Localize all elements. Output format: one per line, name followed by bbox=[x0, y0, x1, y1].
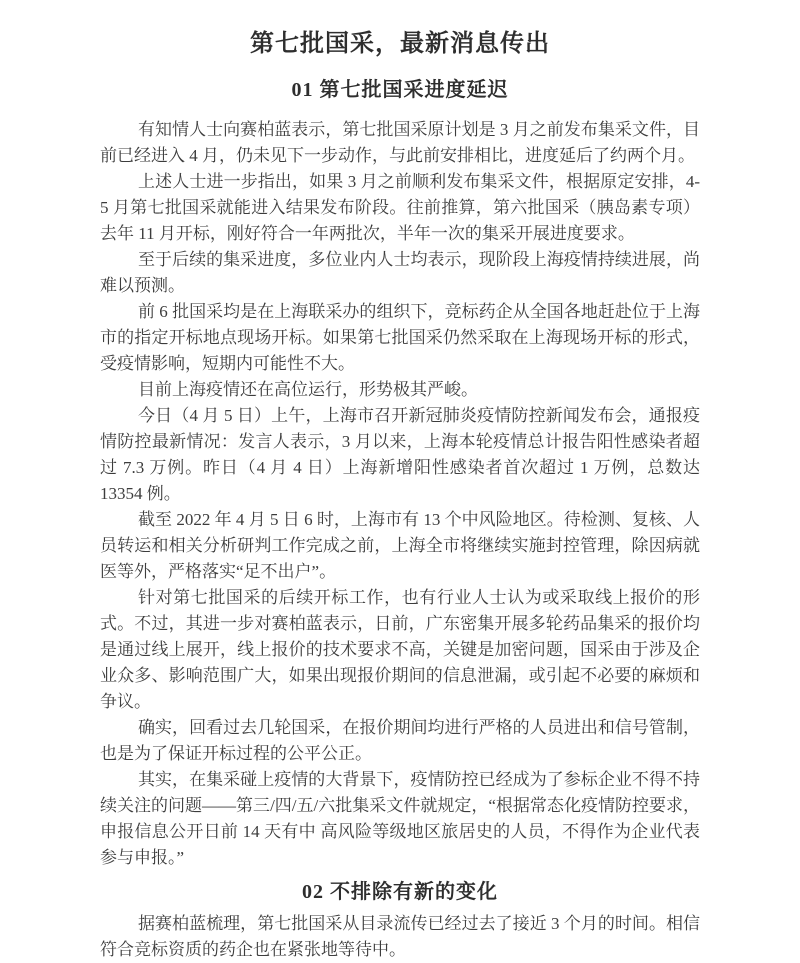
paragraph: 其实，在集采碰上疫情的大背景下，疫情防控已经成为了参标企业不得不持续关注的问题——第三/四/五/六批集采文件就规定，“根据常态化疫情防控要求，申报信息公开日前 14 天有中 高风险等级地区旅居史的人员，不得作为企业代表参与申报。” bbox=[100, 770, 700, 867]
section-1-body bbox=[100, 117, 700, 871]
paragraph: 今日（4 月 5 日）上午，上海市召开新冠肺炎疫情防控新闻发布会，通报疫情防控最新情况：发言人表示，3 月以来，上海本轮疫情总计报告阳性感染者超过 7.3 万例。昨日（4 月 4 日）上海新增阳性感染者首次超过 1 万例，总数达 13354 例。 bbox=[100, 406, 700, 503]
paragraph: 截至 2022 年 4 月 5 日 6 时，上海市有 13 个中风险地区。待检测、复核、人员转运和相关分析研判工作完成之前，上海全市将继续实施封控管理，除因病就医等外，严格落实“足不出户”。 bbox=[100, 510, 700, 581]
document-page bbox=[0, 28, 800, 959]
document-title: 第七批国采，最新消息传出 bbox=[250, 31, 550, 57]
paragraph: 至于后续的集采进度，多位业内人士均表示，现阶段上海疫情持续进展，尚难以预测。 bbox=[100, 250, 700, 295]
section-2-heading: 02 不排除有新的变化 bbox=[302, 881, 498, 903]
paragraph: 前 6 批国采均是在上海联采办的组织下，竞标药企从全国各地赶赴位于上海市的指定开标地点现场开标。如果第七批国采仍然采取在上海现场开标的形式，受疫情影响，短期内可能性不大。 bbox=[100, 302, 700, 373]
paragraph: 确实，回看过去几轮国采，在报价期间均进行严格的人员进出和信号管制，也是为了保证开标过程的公平公正。 bbox=[100, 718, 700, 763]
paragraph: 据赛柏蓝梳理，第七批国采从目录流传已经过去了接近 3 个月的时间。相信符合竞标资质的药企也在紧张地等待中。 bbox=[100, 914, 700, 959]
section-1-heading: 01 第七批国采进度延迟 bbox=[291, 79, 509, 101]
paragraph: 上述人士进一步指出，如果 3 月之前顺利发布集采文件，根据原定安排，4-5 月第七批国采就能进入结果发布阶段。往前推算，第六批国采（胰岛素专项）去年 11 月开标，刚好符合一年两批次，半年一次的集采开展进度要求。 bbox=[100, 172, 700, 243]
section-2-body bbox=[100, 911, 700, 963]
paragraph: 有知情人士向赛柏蓝表示，第七批国采原计划是 3 月之前发布集采文件，目前已经进入 4 月，仍未见下一步动作，与此前安排相比，进度延后了约两个月。 bbox=[100, 120, 700, 165]
paragraph: 针对第七批国采的后续开标工作，也有行业人士认为或采取线上报价的形式。不过，其进一步对赛柏蓝表示，日前，广东密集开展多轮药品集采的报价均是通过线上展开，线上报价的技术要求不高，关键是加密问题，国采由于涉及企业众多、影响范围广大，如果出现报价期间的信息泄漏，或引起不必要的麻烦和争议。 bbox=[100, 588, 700, 711]
paragraph: 目前上海疫情还在高位运行，形势极其严峻。 bbox=[138, 380, 478, 399]
